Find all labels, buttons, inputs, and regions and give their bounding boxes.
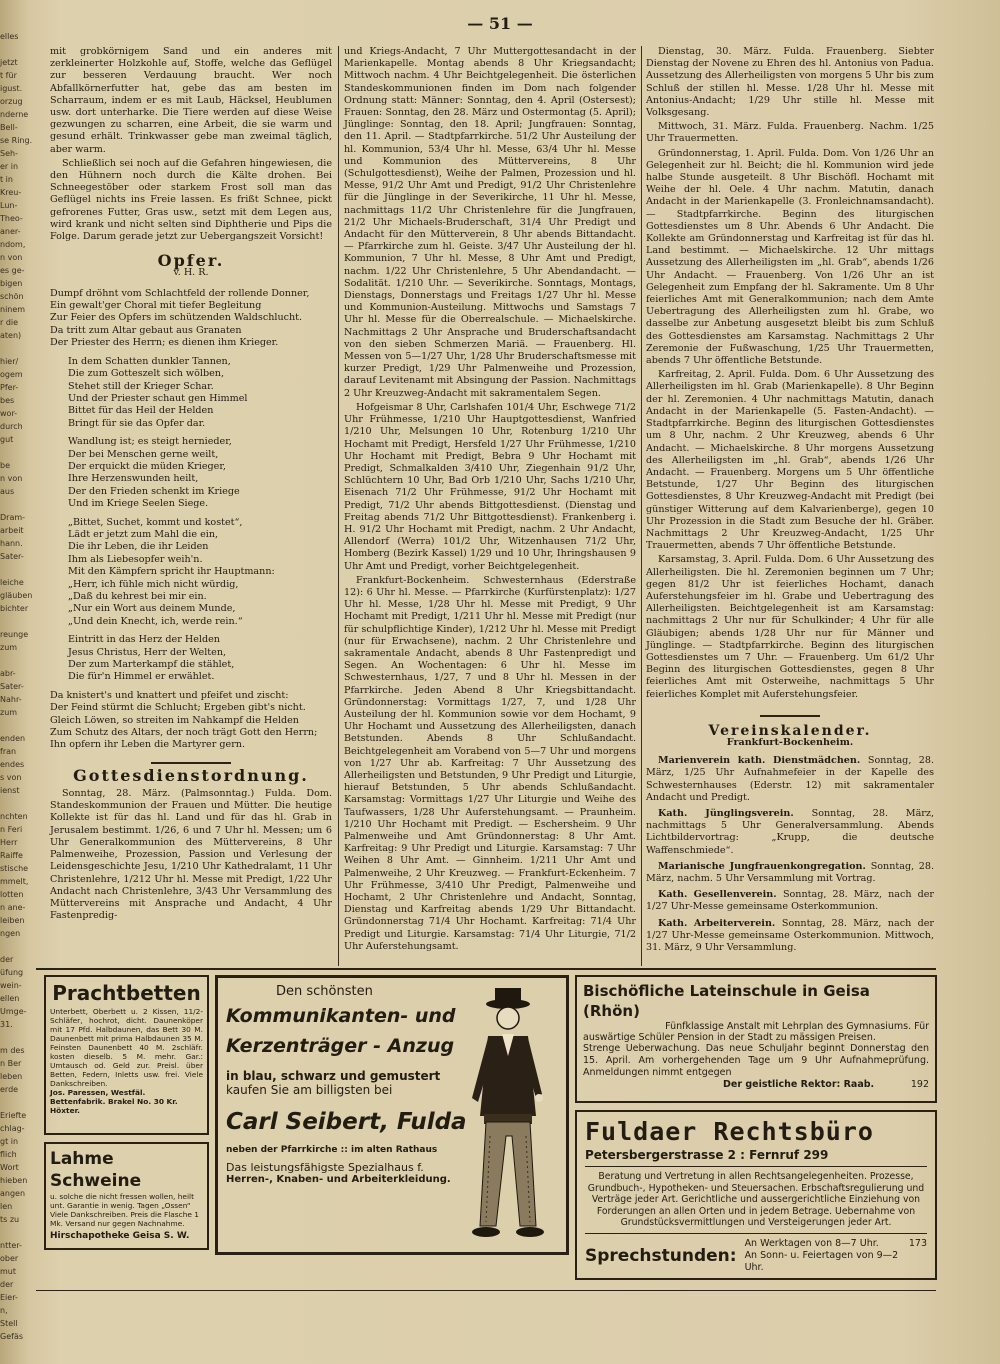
gutter-line [0,654,36,667]
ad-geisa-line1: Fünfklassige Anstalt mit Lehrplan des Gymnasiums. Für [665,1021,929,1032]
poem-stanza-6 [50,690,332,752]
gutter-line: lotten [0,890,24,899]
verein-item [646,918,934,955]
verein-item-text: Sonntag, 28. März, nachm. 5 Uhr Versammlung mit Vortrag. [646,860,934,884]
gutter-line: gt in [0,1137,19,1146]
ad-geisa-footer [583,1079,929,1090]
gutter-line: endes [0,760,25,769]
gutter-line: abr- [0,669,16,678]
ad-fuldaer-rechtsbuero [575,1110,937,1280]
gutter-line: n von [0,474,23,483]
gutter-line: jetzt [0,58,18,67]
gutter-line: r die [0,318,19,327]
column-2 [344,46,636,964]
poultry-paragraph-1: mit grobkörnigem Sand und ein anderes mit zerkleinerter Holzkohle auf, Stoffe, welche das Geflügel zur besseren Verdauung braucht. Wer noch Abfallkörnerfutter hat, gebe das am besten im Scharraum, indem er es mit Laub, Häcksel, Heublumen usw. dort unterharke. Die Tiere werden auf diese Weise gezwungen zu scharren, eine Arbeit, die sie warm und gesund erhält. Trinkwasser gebe man zweimal täglich, aber warm. [50,46,332,155]
ad-schweine-text: u. solche die nicht fressen wollen, heilt unt. Garantie in wenig. Tagen „Ossen“ Viele Dankschreiben. Preis die Flasche 1 Mk. Versand nur gegen Nachnahme. [50,1192,199,1228]
ad-schweine-title: Lahme Schweine [50,1149,142,1191]
poem-line: Die ihr Leben, die ihr Leiden [68,541,209,553]
ad-geisa-line2: auswärtige Schüler Pension in der Stadt zu mässigen Preisen. [583,1032,876,1043]
ad-recht-rule [585,1166,927,1167]
gutter-line: gläuben [0,591,33,600]
gottesdienst-title: Gottesdienstordnung. [73,765,309,785]
poem-line: Jesus Christus, Herr der Welten, [68,646,227,658]
ad-seibert-line3: Kerzenträger - Anzug [226,1035,455,1057]
poem-line: Und im Kriege Seelen Siege. [68,498,209,510]
poem-line: Die zum Gotteszelt sich wölben, [68,368,225,380]
verein-item [646,861,934,885]
column-rule-1 [338,46,339,966]
gutter-line: Herr [0,838,18,847]
maundy-thursday-services: Gründonnerstag, 1. April. Fulda. Dom. Von 1/26 Uhr an Gelegenheit zur hl. Beicht; die hl. Kommunion wird jede halbe Stunde ausgeteilt. 8 Uhr Bischöfl. Hochamt mit Weihe der hl. Oele. 4 Uhr nachm. Matutin, danach Andacht in der Marienkapelle (3. Fronleichnamsandacht). — Stadtpfarrkirche. Beginn des liturgischen Gottesdienstes um 8 Uhr. Abends 6 Uhr Andacht. Die Kollekte am Gründonnerstag und Karfreitag ist für das hl. Land bestimmt. — Michaelskirche. 12 Uhr mittags Aussetzung des Allerheiligsten im „hl. Grab“, abends 1/26 Uhr Andacht. — Frauenberg. Von 1/26 Uhr an ist Gelegenheit zum Empfang der hl. Sakramente. Um 8 Uhr feierliches Amt mit Generalkommunion; nach dem Amte Uebertragung des Allerheiligsten zum hl. Grabe, wo dasselbe zur Anbetung ausgesetzt bleibt bis zum Schluß des Gottesdienstes am Karsamstag. Nachmittags 2 Uhr Zeremonie der Fußwaschung, 1/25 Uhr Trauermetten, abends 7 Uhr öffentliche Betstunde. [646,147,934,367]
ad-recht-hours [585,1238,927,1274]
page-number: — 51 — [467,14,533,33]
gutter-line: ts zu [0,1215,20,1224]
poem-line: Wandlung ist; es steigt hernieder, [68,436,232,448]
gutter-line: bichter [0,604,29,613]
verein-item-text: Sonntag, 28. März, nachmittags 5 Uhr Generalversammlung. Abends Lichtbildervortrag: „Krupp, die deutsche Waffenschmiede“. [646,807,934,856]
poem-line: Zur Feier des Opfers im schützenden Waldschlucht. [50,312,303,324]
gutter-line: bigen [0,279,23,288]
ad-recht-num: 173 [908,1237,927,1249]
frankfurt-services: Frankfurt-Bockenheim. Schwesternhaus (Ederstraße 12): 6 Uhr hl. Messe. — Pfarrkirche (Kurfürstenplatz): 1/27 Uhr hl. Messe, 1/28 Uhr hl. Messe mit Predigt, 9 Uhr Hochamt mit Predigt, 1/211 Uhr hl. Messe mit Predigt (nur für schulpflichtige Kinder), 1/212 Uhr hl. Messe mit Predigt (nur für Erwachsene), nachm. 2 Uhr Christenlehre und sakramentale Andacht, abends 8 Uhr Fastenpredigt und Segen. An Wochentagen: 6 Uhr hl. Messe im Schwesternhaus, 1/27, 7 und 8 Uhr hl. Messen in der Pfarrkirche. Jeden Abend 8 Uhr Kriegsbittandacht. Gründonnerstag: Vormittags 1/27, 7, und 1/28 Uhr Austeilung der hl. Kommunion sowie vor dem Hochamt, 9 Uhr Hochamt und Aussetzung des Allerheiligsten, danach Betstunden. Abends 8 Uhr Schlußandacht. Beichtgelegenheit am Vorabend von 5—7 Uhr und morgens von 1/27 Uhr ab. Karfreitag: 7 Uhr Aussetzung des Allerheiligsten und Betstunden, 9 Uhr Predigt und Liturgie, hierauf Betstunden, 5 Uhr abends Schlußandacht. Karsamstag: Vormittags 1/27 Uhr Liturgie und Weihe des Taufwassers, 1/28 Uhr Auferstehungsamt. — Praunheim. 1/210 Uhr Hochamt mit Predigt. — Eschersheim. 9 Uhr Palmenweihe und Amt Gründonnerstag: 8 Uhr Amt. Karfreitag: 9 Uhr Predigt und Liturgie. Karsamstag: 7 Uhr Weihen 8 Uhr Amt. — Ginnheim. 1/211 Uhr Amt und Palmenweihe, 2 Uhr Kreuzweg. — Frankfurt-Eckenheim. 7 Uhr Frühmesse, 3/410 Uhr Predigt, Palmenweihe und Hochamt, 2 Uhr Christenlehre und Andacht, Sonntag, Dienstag und Karfreitag abends 1/29 Uhr Bittandacht. Gründonnerstag 71/4 Uhr Hochamt. Karfreitag: 71/4 Uhr Predigt und Liturgie. Karsamstag: 71/4 Uhr Liturgie, 71/2 Uhr Auferstehungsamt. [344,574,636,952]
poem-line: Ihm als Liebesopfer weih'n. [68,553,203,565]
ads-top-rule [36,968,936,970]
poem-line: Bittet für das Heil der Helden [68,405,214,417]
gutter-line: schön [0,292,24,301]
poem-line: Der zum Marterkampf die stählet, [68,659,235,671]
poem-stanza-1 [50,288,332,350]
gutter-line: aner- [0,227,21,236]
gutter-line: m des [0,1046,25,1055]
poem-line: Der bei Menschen gerne weilt, [68,448,219,460]
gutter-line: n, [0,1306,8,1315]
gutter-line: orzug [0,97,23,106]
gutter-line [0,1226,36,1239]
gutter-line: Seh- [0,149,18,158]
gutter-line: hieben [0,1176,28,1185]
verein-item-text: Sonntag, 28. März, nach der 1/27 Uhr-Messe gemeinsame Osterkommunion. Mittwoch, 31. März, 9 Uhr Versammlung. [646,917,934,954]
gutter-line: n Feri [0,825,23,834]
good-friday-services: Karfreitag, 2. April. Fulda. Dom. 6 Uhr Aussetzung des Allerheiligsten im hl. Grab (Marienkapelle). 8 Uhr Beginn der hl. Zeremonien. 4 Uhr nachmittags Matutin, danach Andacht in der Marienkapelle (5. Fasten-Andacht). — Stadtpfarrkirche. Beginn des liturgischen Gottesdienstes um 8 Uhr, nachm. 2 Uhr Kreuzweg, abends 6 Uhr Andacht. — Michaelskirche. 8 Uhr morgens Aussetzung des Allerheiligsten im „hl. Grab“, abends 1/26 Uhr Andacht. — Frauenberg. Morgens um 5 Uhr öffentliche Betstunde, 1/27 Uhr Beginn des liturgischen Gottesdienstes, 8 Uhr Kreuzweg-Andacht mit Predigt (bei günstiger Witterung auf dem Kalvarienberge), gegen 10 Uhr Prozession in die Stadt zum Besuche der hl. Gräber. Nachmittags 2 Uhr Kreuzweg-Andacht, 1/25 Uhr Trauermetten, abends 7 Uhr öffentliche Betstunde. [646,369,934,552]
ad-seibert-line1: Den schönsten [276,984,373,999]
gutter-line: reunge [0,630,29,639]
gutter-line: leiche [0,578,24,587]
poem-line: Mit den Kämpfern spricht ihr Hauptmann: [68,566,275,578]
gutter-line: es ge- [0,266,25,275]
gutter-line: Sater- [0,552,24,561]
gutter-line: durch [0,422,23,431]
verein-item-name: Marianische Jungfrauenkongregation. [658,860,871,872]
poem-stanza-4 [50,517,332,629]
gutter-line: nchten [0,812,28,821]
gottesdienst-continued: und Kriegs-Andacht, 7 Uhr Muttergottesandacht in der Marienkapelle. Montag abends 8 Uhr Kriegsandacht; Mittwoch nachm. 4 Uhr Beichtgelegenheit. Die österlichen Standeskommunionen finden im Dom nach folgender Ordnung statt: Männer: Sonntag, den 4. April (Ostersest); Frauen: Sonntag, den 28. März und Ostermontag (5. April); Jünglinge: Sonntag, den 18. April; Jungfrauen: Sonntag, den 11. April. — Stadtpfarrkirche. 51/2 Uhr Austeilung der hl. Kommunion, 53/4 Uhr hl. Messe, 63/4 Uhr hl. Messe und Kommunion des Müttervereins, 8 Uhr (Schulgottesdienst), Weihe der Palmen, Prozession und hl. Messe, 91/2 Uhr Amt und Predigt, 91/2 Uhr Christenlehre für die Jünglinge in der Severikirche, 11 Uhr hl. Messe, nachmittags 11/2 Uhr Christenlehre für die Jungfrauen, 21/2 Uhr Michaels-Bruderschaft, 31/4 Uhr Predigt und Andacht für den Mütterverein, 8 Uhr abends Bittandacht. — Pfarrkirche zum hl. Geiste. 3/47 Uhr Austeilung der hl. Kommunion, 7 Uhr hl. Messe, 8 Uhr Amt und Predigt, nachm. 1/22 Uhr Christenlehre, 5 Uhr Abendandacht. — Sodalität. 1/210 Uhr. — Severikirche. Sonntags, Montags, Dienstags, Donnerstags und Freitags 1/27 Uhr hl. Messe und Kommunion-Austeilung. Mittwochs und Samstags 7 Uhr hl. Messe für die Oberrealschule. — Michaelskirche. Nachmittags 2 Uhr Ansprache und Bruderschaftsandacht von den sieben Schmerzen Mariä. — Frauenberg. Hl. Messen von 5—1/27 Uhr, 1/28 Uhr Bruderschaftsmesse mit kurzer Predigt, 1/29 Uhr Palmenweihe und Prozession, darauf Levitenamt mit Absingung der Passion. Nachmittags 2 Uhr Kreuzweg-Andacht mit sakramentalem Segen. [344,46,636,399]
ad-geisa-sign: Der geistliche Rektor: Raab. [723,1079,875,1090]
gutter-line: leiben [0,916,25,925]
ad-geisa-line3: Strenge Ueberwachung. Das neue Schuljahr beginnt Donnerstag den 15. April. Am vorhergehenden Tage um 9 Uhr Aufnahmeprüfung. Anmeldungen nimmt entgegen [583,1043,929,1078]
gutter-line: Theo- [0,214,23,223]
gutter-line: nderne [0,110,29,119]
ad-schweine-firm: Hirschapotheke Geisa S. W. [50,1231,190,1241]
gutter-line: s von [0,773,22,782]
ad-prachtbetten-firm: Jos. Paressen, Westfäl. Bettenfabrik. Brakel No. 30 Kr. Höxter. [50,1088,178,1115]
gutter-line: hier/ [0,357,19,366]
gutter-line: Kreu- [0,188,22,197]
verein-item [646,808,934,857]
gutter-line: t für [0,71,17,80]
gutter-line: be [0,461,10,470]
gutter-line: chlag- [0,1124,25,1133]
gutter-line: elles [0,32,19,41]
ad-recht-time2: An Sonn- u. Feiertagen von 9—2 Uhr. [744,1249,899,1273]
poem-line: Die für'n Himmel er erwählet. [68,671,215,683]
ad-recht-sub: Petersbergerstrasse 2 : Fernruf 299 [585,1148,829,1162]
gutter-line: bes [0,396,15,405]
ad-seibert-line4: in blau, schwarz und gemustert [226,1069,441,1083]
gutter-line: stische [0,864,29,873]
poem-line: Stehet still der Krieger Schar. [68,380,214,392]
ad-carl-seibert [215,975,569,1255]
vereinskalender-title: Vereinskalender. [708,722,872,739]
bottom-rule [36,1290,936,1291]
gutter-line: hann. [0,539,23,548]
poem-line: Dumpf dröhnt vom Schlachtfeld der rollende Donner, [50,287,310,299]
poem-line: In dem Schatten dunkler Tannen, [68,355,231,367]
vereinskalender-place: Frankfurt-Bockenheim. [726,736,854,748]
poem-line: Ein gewalt'ger Choral mit tiefer Begleitung [50,300,262,312]
gutter-line: zum [0,708,18,717]
column-rule-2 [641,46,642,966]
ad-prachtbetten [44,975,209,1135]
gutter-line: Sater- [0,682,24,691]
poem-line: „Bittet, Suchet, kommt und kostet“, [68,516,243,528]
gutter-line [0,615,36,628]
gutter-line: n Ber [0,1059,22,1068]
verein-item [646,889,934,913]
gutter-line: Lun- [0,201,18,210]
gutter-line: üfung [0,968,24,977]
gutter-line: fran [0,747,17,756]
poem-stanza-2 [50,356,332,430]
ad-seibert-line8: Herren-, Knaben- und Arbeiterkleidung. [226,1174,451,1185]
gutter-line: igust. [0,84,23,93]
gutter-line [0,1096,36,1109]
gutter-line: len [0,1202,13,1211]
kassel-diocese-services: Hofgeismar 8 Uhr, Carlshafen 101/4 Uhr, Eschwege 71/2 Uhr Frühmesse, 1/210 Uhr Hauptgottesdienst, Wanfried 1/210 Uhr, Melsungen 10 Uhr, Rotenburg 1/210 Uhr Hochamt mit Predigt, Hersfeld 1/27 Uhr Frühmesse, 1/210 Uhr Hochamt mit Predigt, Bebra 9 Uhr Hochamt mit Predigt, Schmalkalden 3/410 Uhr, Ziegenhain 91/2 Uhr, Schlüchtern 10 Uhr, Bad Orb 1/210 Uhr, Sachs 1/210 Uhr, Eisenach 71/2 Uhr Frühmesse, 91/2 Uhr Hochamt mit Predigt, 71/2 Uhr abends Bittgottesdienst. (Dienstag und Freitag abends 71/2 Uhr Bittgottesdienst). Frankenberg i. H. 91/2 Uhr Hochamt mit Predigt, nachm. 2 Uhr Andacht, Allendorf (Werra) 101/2 Uhr, Witzenhausen 71/2 Uhr, Homberg (Bezirk Kassel) 1/29 und 10 Uhr, Ihringshausen 9 Uhr Amt und Predigt, vorher Beichtgelegenheit. [344,401,636,572]
gutter-line: ngen [0,929,21,938]
gutter-line: mmelt, [0,877,29,886]
gottesdienst-sunday-text: Sonntag, 28. März. (Palmsonntag.) Fulda. Dom. Standeskommunion der Frauen und Mütter. Die heutige Kollekte ist für das hl. Land und für das hl. Grab in Jerusalem bestimmt. 1/26, 6 und 7 Uhr hl. Messen; um 6 Uhr Generalkommunion des Müttervereins, 8 Uhr Palmenweihe, Prozession, Passion und Verlesung der Leidensgeschichte Jesu, 1/210 Uhr Kathedralamt, 11 Uhr Christenlehre, 1/212 Uhr hl. Messe mit Predigt, 1/22 Uhr Andacht nach Christenlehre, 3/43 Uhr Versammlung des Müttervereins mit Ansprache und Andacht, 4 Uhr Fastenpredig- [50,788,332,922]
gutter-line: erde [0,1085,19,1094]
ad-lahme-schweine [44,1142,209,1250]
poem-line: Und der Priester schaut gen Himmel [68,392,248,404]
gutter-line: ober [0,1254,19,1263]
ad-recht-rule-2 [585,1233,927,1234]
gutter-line: wor- [0,409,18,418]
gutter-line [0,563,36,576]
gutter-line: Pfer- [0,383,19,392]
wednesday-services: Mittwoch, 31. März. Fulda. Frauenberg. Nachm. 1/25 Uhr Trauermetten. [646,121,934,145]
tuesday-services: Dienstag, 30. März. Fulda. Frauenberg. Siebter Dienstag der Novene zu Ehren des hl. Antonius von Padua. Aussetzung des Allerheiligsten von morgens 5 Uhr bis zum Schluß der stillen hl. Messe. 1/28 Uhr hl. Messe mit Antonius-Andacht; 1/29 Uhr stille hl. Messe mit Volksgesang. [646,46,934,119]
poem-line: Der erquickt die müden Krieger, [68,460,226,472]
ad-seibert-line7: Das leistungsfähigste Spezialhaus f. [226,1161,424,1174]
poem-title: Opfer. [157,251,225,271]
man-in-suit-illustration [450,986,560,1248]
poem-line: Bringt für sie das Opfer dar. [68,417,206,429]
gutter-line: leben [0,1072,23,1081]
gutter-line [0,43,36,56]
gutter-line: t in [0,175,13,184]
gutter-line [0,342,36,355]
gutter-line: ogem [0,370,23,379]
poem-body [50,288,332,752]
poem-line: Da knistert's und knattert und pfeifet und zischt: [50,689,289,701]
poem-line: Zum Schutz des Altars, der noch trägt Gott den Herrn; [50,727,318,739]
poem-line: „Daß du kehrest bei mir ein. [68,591,207,602]
gutter-line [0,498,36,511]
section-divider [760,715,820,717]
gutter-line: angen [0,1189,26,1198]
vereinskalender-list [646,755,934,954]
gutter-line: Umge- [0,1007,27,1016]
gutter-line [0,797,36,810]
gutter-line: se Ring. [0,136,33,145]
poem-author: v. H. R. [173,267,209,279]
ad-seibert-line5: kaufen Sie am billigsten bei [226,1083,393,1097]
gutter-line: ienst [0,786,20,795]
gutter-line: ninem [0,305,26,314]
poem-line: Da tritt zum Altar gebaut aus Granaten [50,324,242,336]
gutter-line [0,940,36,953]
ad-recht-title: Fuldaer Rechtsbüro [585,1117,874,1146]
verein-item-name: Kath. Gesellenverein. [658,889,783,901]
section-divider [151,762,231,764]
gutter-line: Nahr- [0,695,22,704]
poem-stanza-5 [50,634,332,684]
poem-line: Der Feind stürmt die Schlucht; Ergeben gibt's nicht. [50,702,306,714]
verein-item [646,755,934,804]
ad-geisa-num: 192 [910,1079,929,1090]
gutter-line: n von [0,253,23,262]
column-3 [646,46,934,964]
poem-line: Ihre Herzenswunden heilt, [68,473,199,485]
poem-stanza-3 [50,436,332,510]
gutter-line: Wort [0,1163,19,1172]
gutter-line: aus [0,487,15,496]
left-gutter-text [0,30,36,1341]
gutter-line [0,719,36,732]
gutter-line: arbeit [0,526,24,535]
poultry-paragraph-2: Schließlich sei noch auf die Gefahren hingewiesen, die den Hühnern noch durch die Kälte drohen. Bei Schneegestöber oder starkem Frost soll man das Geflügel nichts ins Freie lassen. Es frißt Schnee, pickt gefrorenes Futter, Gras usw., setzt mit dem Legen aus, wird krank und nicht selten sind Diphtherie und Pips die Folge. Darum gerade jetzt zur Uebergangszeit Vorsicht! [50,157,332,243]
gutter-line: zum [0,643,18,652]
poem-line: „Nur ein Wort aus deinem Munde, [68,603,236,615]
verein-item-text: Sonntag, 28. März, 1/25 Uhr Aufnahmefeier in der Kapelle des Schwesternhauses (Ederstr. 12) mit sakramentaler Andacht und Predigt. [646,755,935,803]
verein-item-name: Marienverein kath. Dienstmädchen. [658,755,868,767]
ad-seibert-line6: neben der Pfarrkirche :: im alten Rathaus [226,1145,438,1155]
gutter-line: der [0,955,14,964]
gutter-line: wein- [0,981,22,990]
ad-recht-times [745,1238,901,1274]
poem-line: „Und dein Knecht, ich, werde rein.“ [68,615,243,627]
ad-recht-time1: An Werktagen von 8—7 Uhr. [744,1237,879,1249]
gutter-line: 31. [0,1020,13,1029]
gutter-line: Stell [0,1319,18,1328]
gutter-line: n ane- [0,903,26,912]
poem-line: Der Priester des Herrn; es dienen ihm Krieger. [50,337,279,349]
gutter-line: Eriefte [0,1111,27,1120]
gutter-line [0,446,36,459]
holy-saturday-services: Karsamstag, 3. April. Fulda. Dom. 6 Uhr Aussetzung des Allerheiligsten. Die hl. Zeremonien beginnen um 7 Uhr; gegen 81/2 Uhr ist feierliches Hochamt, danach Auferstehungsfeier im hl. Grabe und Uebertragung des Allerheiligsten. Beichtgelegenheit ist am Karsamstag: nachmittags 2 Uhr nur für Schulkinder; 4 Uhr für alle Gläubigen; abends 1/28 Uhr nur für Männer und Jünglinge. — Stadtpfarrkirche. Beginn des liturgischen Gottesdienstes um 7 Uhr. — Frauenberg. Um 61/2 Uhr Beginn des liturgischen Gottesdienstes, gegen 8 Uhr feierliches Amt mit Osterweihe, nachmittags 5 Uhr feierliches Komplet mit Auferstehungsfeier. [646,554,934,700]
gutter-line: enden [0,734,26,743]
poem-line: Gleich Löwen, so streiten im Nahkampf die Helden [50,714,299,726]
gutter-line: Gefäs [0,1332,24,1341]
ad-prachtbetten-title: Prachtbetten [52,981,201,1005]
gutter-line: aten) [0,331,22,340]
gutter-line: Dram- [0,513,26,522]
ad-lateinschule-geisa [575,975,937,1103]
poem-line: Der den Frieden schenkt im Kriege [68,485,240,497]
ad-geisa-title: Bischöfliche Lateinschule in Geisa (Rhön) [583,982,870,1020]
gutter-line: Raiffe [0,851,23,860]
gutter-line: ellen [0,994,20,1003]
gutter-line: der [0,1280,14,1289]
ad-prachtbetten-text: Unterbett, Oberbett u. 2 Kissen, 11/2-Schläfer, hochrot, dicht. Daunenköper mit 17 Pfd. Halbdaunen, das Bett 30 M. Daunenbett mit prima Halbdaunen 35 M. Feinsten Daunenbett 40 M. 2schläfr. kosten dieselb. 5 M. mehr. Gar.: Umtausch od. Geld zur. Preisl. über Betten, Federn, Inletts usw. frei. Viele Dankschreiben. [50,1007,203,1088]
gutter-line: er in [0,162,19,171]
gutter-line: ndom, [0,240,26,249]
verein-item-name: Kath. Jünglingsverein. [658,807,812,819]
verein-item-name: Kath. Arbeiterverein. [658,917,782,929]
gutter-line: ntter- [0,1241,22,1250]
ad-seibert-name: Carl Seibert, Fulda [226,1109,467,1135]
poem-line: Lädt er jetzt zum Mahl die ein, [68,528,219,540]
gutter-line: mut [0,1267,16,1276]
ad-recht-text: Beratung und Vertretung in allen Rechtsangelegenheiten. Prozesse, Grundbuch-, Hypotheken- und Steuersachen. Erbschaftsregulierung und Verträge jeder Art. Gerichtliche und aussergerichtliche Einziehung von Forderungen an allen Orten und in jedem Betrage. Uebernahme von Grundstücksvermittlungen und Versteigerungen jeder Art. [587,1171,925,1229]
poem-line: Eintritt in das Herz der Helden [68,634,220,646]
gutter-line: gut [0,435,14,444]
gutter-line [0,1031,36,1044]
poem-line: Ihn opfern ihr Leben die Martyrer gern. [50,739,246,751]
ad-seibert-line2: Kommunikanten- und [226,1005,456,1027]
verein-item-text: Sonntag, 28. März, nach der 1/27 Uhr-Messe gemeinsame Osterkommunion. [646,889,934,913]
gutter-line: Eier- [0,1293,18,1302]
poem-line: „Herr, ich fühle mich nicht würdig, [68,578,239,590]
ad-recht-sprech: Sprechstunden: [585,1245,737,1266]
column-1 [50,46,332,986]
gutter-line: Bell- [0,123,18,132]
gutter-line: flich [0,1150,17,1159]
